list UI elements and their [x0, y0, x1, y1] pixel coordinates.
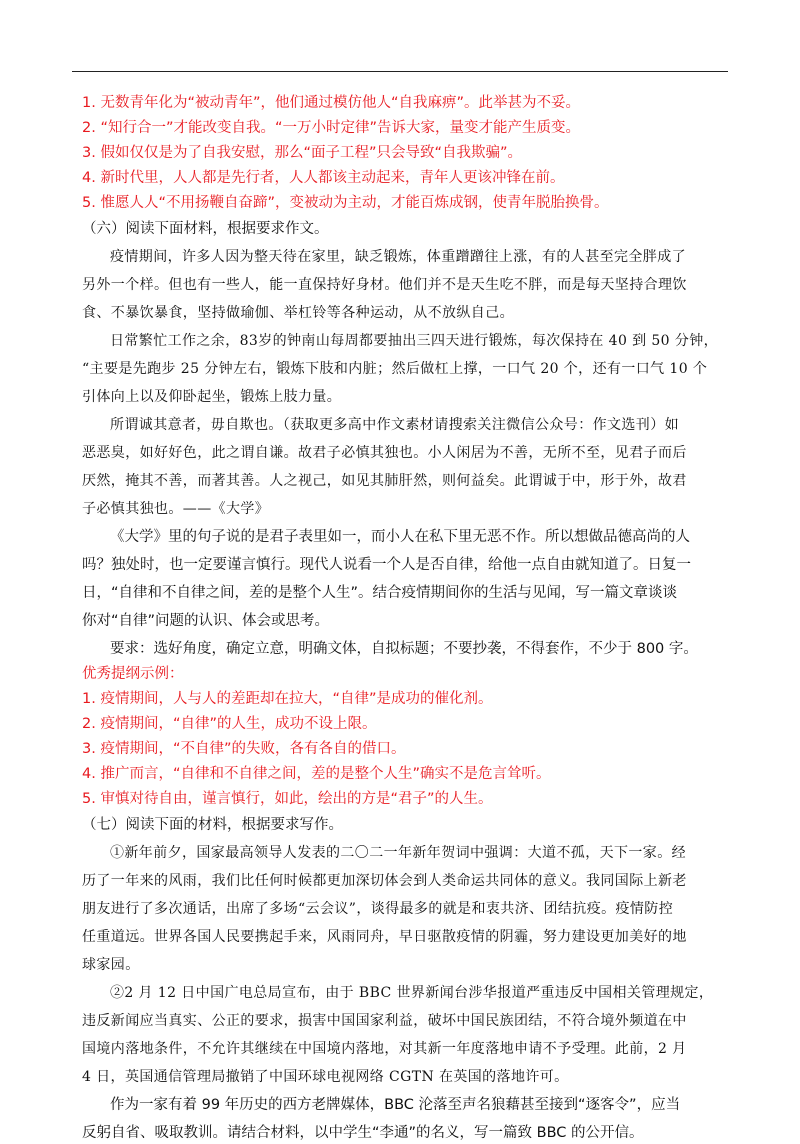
text-line: 违反新闻应当真实、公正的要求，损害中国国家利益，破坏中国民族团结，不符合境外频道在中: [82, 1013, 687, 1029]
section-7-paragraph-2: [82, 982, 722, 1088]
text-line: 日常繁忙工作之余，83岁的钟南山每周都要抽出三四天进行锻炼，每次保持在 40 到 50 分钟，: [110, 333, 719, 349]
section-6-paragraph-4: [82, 526, 722, 632]
document-body: [82, 92, 722, 1144]
text-line: 引体向上以及仰卧起坐，锻炼上肢力量。: [82, 389, 342, 405]
text-line: 4 日，英国通信管理局撤销了中国环球电视网络 CGTN 在英国的落地许可。: [82, 1069, 569, 1085]
text-line: 《大学》里的句子说的是君子表里如一，而小人在私下里无恶不作。所以想做品德高尚的人: [110, 529, 690, 545]
section-7-paragraph-3: [82, 1094, 722, 1144]
outline-tip: 4. 新时代里，人人都是先行者，人人都该主动起来，青年人更该冲锋在前。: [82, 170, 565, 186]
examples-title: 优秀提纲示例：: [82, 666, 184, 682]
header-rule: [72, 71, 728, 72]
example-item: 5. 审慎对待自由，谨言慎行，如此，绘出的方是“君子”的人生。: [82, 791, 493, 807]
text-line: 子必慎其独也。——《大学》: [82, 501, 270, 517]
text-line: ②2 月 12 日中国广电总局宣布，由于 BBC 世界新闻台涉华报道严重违反中国相关管理规定，: [110, 985, 714, 1001]
outline-tip: 3. 假如仅仅是为了自我安慰，那么“面子工程”只会导致“自我欺骗”。: [82, 145, 522, 161]
outline-tip: 1. 无数青年化为“被动青年”，他们通过模仿他人“自我麻痹”。此举甚为不妥。: [82, 95, 580, 111]
text-line: 疫情期间，许多人因为整天待在家里，缺乏锻炼，体重蹭蹭往上涨，有的人甚至完全胖成了: [110, 249, 686, 265]
text-line: 反躬自省、吸取教训。请结合材料，以中学生“李通”的名义，写一篇致 BBC 的公开信。: [82, 1125, 644, 1141]
text-line: 食、不暴饮暴食，坚持做瑜伽、举杠铃等各种运动，从不放纵自己。: [82, 305, 514, 321]
text-line: “主要是先跑步 25 分钟左右，锻炼下肢和内脏；然后做杠上撑，一口气 20 个，还有一口气 10 个: [82, 361, 708, 377]
text-line: 你对“自律”问题的认识、体会或思考。: [82, 613, 330, 629]
example-item: 1. 疫情期间，人与人的差距却在拉大，“自律”是成功的催化剂。: [82, 691, 493, 707]
text-line: 吗？独处时，也一定要谨言慎行。现代人说看一个人是否自律，给他一点自由就知道了。日复一: [82, 557, 691, 573]
section-6-paragraph-1: [82, 246, 722, 324]
example-item: 3. 疫情期间，“不自律”的失败，各有各自的借口。: [82, 741, 406, 757]
example-item: 2. 疫情期间，“自律”的人生，成功不设上限。: [82, 716, 377, 732]
outline-tips-list: [82, 92, 722, 214]
outline-tip: 5. 惟愿人人“不用扬鞭自奋蹄”，变被动为主动，才能百炼成钢，使青年脱胎换骨。: [82, 195, 609, 211]
section-6-paragraph-3: [82, 414, 722, 520]
examples-list: [82, 688, 722, 810]
text-line: 任重道远。世界各国人民要携起手来，风雨同舟，早日驱散疫情的阴霾，努力建设更加美好的地: [82, 929, 687, 945]
section-7-paragraph-1: [82, 842, 722, 976]
text-line: 日，“自律和不自律之间，差的是整个人生”。结合疫情期间你的生活与见闻，写一篇文章谈谈: [82, 585, 678, 601]
text-line: 所谓诚其意者，毋自欺也。（获取更多高中作文素材请搜索关注微信公众号：作文选刊）如: [110, 417, 679, 433]
text-line: 作为一家有着 99 年历史的西方老牌媒体，BBC 沦落至声名狼藉甚至接到“逐客令”，应当: [110, 1097, 681, 1113]
example-item: 4. 推广而言，“自律和不自律之间，差的是整个人生”确实不是危言耸听。: [82, 766, 551, 782]
text-line: ①新年前夕，国家最高领导人发表的二〇二一年新年贺词中强调：大道不孤，天下一家。经: [110, 845, 686, 861]
text-line: 恶恶臭，如好好色，此之谓自谦。故君子必慎其独也。小人闲居为不善，无所不至，见君子而后: [82, 445, 687, 461]
text-line: 厌然，掩其不善，而著其善。人之视己，如见其肺肝然，则何益矣。此谓诚于中，形于外，故君: [82, 473, 687, 489]
text-line: 球家园。: [82, 957, 140, 973]
section-7-heading: （七）阅读下面的材料，根据要求写作。: [82, 817, 343, 833]
text-line: 另外一个样。但也有一些人，能一直保持好身材。他们并不是天生吃不胖，而是每天坚持合理饮: [82, 277, 687, 293]
section-6-paragraph-2: [82, 330, 722, 408]
text-line: 国境内落地条件，不允许其继续在中国境内落地，对其新一年度落地申请不予受理。此前，2 月: [82, 1041, 687, 1057]
writing-requirement: 要求：选好角度，确定立意，明确文体，自拟标题；不要抄袭，不得套作，不少于 800 字。: [110, 641, 698, 657]
section-6-heading: （六）阅读下面材料，根据要求作文。: [82, 221, 329, 237]
text-line: 历了一年来的风雨，我们比任何时候都更加深切体会到人类命运共同体的意义。我同国际上新老: [82, 873, 687, 889]
outline-tip: 2. “知行合一”才能改变自我。“一万小时定律”告诉大家，量变才能产生质变。: [82, 120, 580, 136]
text-line: 朋友进行了多次通话，出席了多场“云会议”，谈得最多的就是和衷共济、团结抗疫。疫情防控: [82, 901, 674, 917]
